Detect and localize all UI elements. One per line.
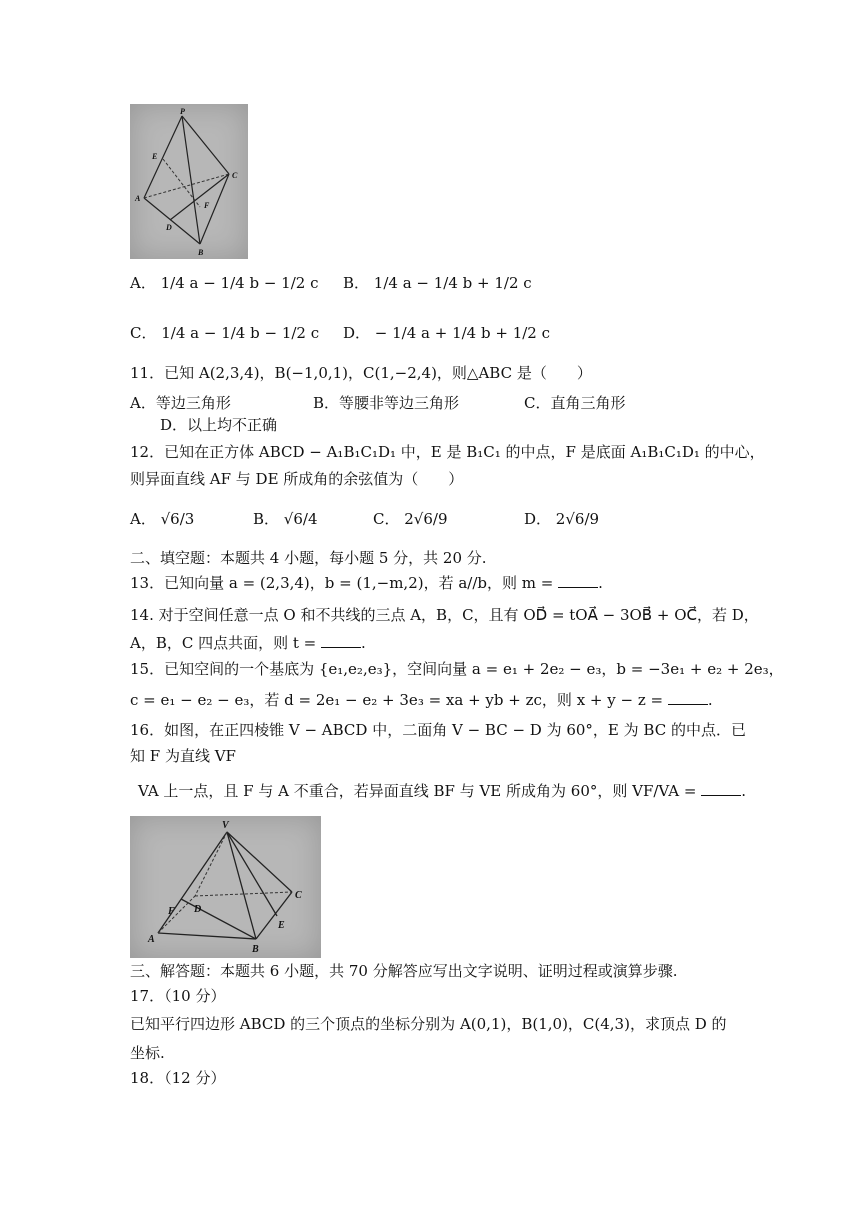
q10-option-a[interactable]: A． 1/4 a − 1/4 b − 1/2 c: [130, 274, 319, 292]
q11-option-d[interactable]: D．以上均不正确: [160, 416, 278, 434]
vertex-label-a2: A: [148, 934, 155, 945]
q16-answer-blank[interactable]: [701, 781, 741, 796]
q17-line-2: 坐标.: [130, 1044, 165, 1062]
vertex-label-e2: E: [278, 920, 285, 931]
vertex-label-b2: B: [252, 944, 259, 955]
vertex-label-d2: D: [194, 904, 202, 915]
q14-line-1: 14. 对于空间任意一点 O 和不共线的三点 A，B，C，且有 OD⃗ = tOA⃗ − 3OB⃗ + OC⃗，若 D，: [130, 606, 759, 624]
q12-option-b[interactable]: B． √6/4: [253, 510, 318, 528]
vertex-label-c: C: [232, 171, 238, 180]
q12-option-a[interactable]: A． √6/3: [130, 510, 195, 528]
vertex-label-f2: F: [168, 906, 175, 917]
q12-stem-line-1: 12．已知在正方体 ABCD − A₁B₁C₁D₁ 中，E 是 B₁C₁ 的中点，F 是底面 A₁B₁C₁D₁ 的中心，: [130, 443, 765, 461]
q12-option-d[interactable]: D． 2√6/9: [524, 510, 600, 528]
q11-option-c[interactable]: C．直角三角形: [524, 394, 626, 412]
q10-option-d[interactable]: D． − 1/4 a + 1/4 b + 1/2 c: [343, 324, 551, 342]
section-2-heading: 二、填空题：本题共 4 小题，每小题 5 分，共 20 分.: [130, 549, 487, 567]
q12-stem-line-2: 则异面直线 AF 与 DE 所成角的余弦值为（ ）: [130, 470, 464, 488]
q18-score: 18．（12 分）: [130, 1069, 226, 1087]
q11-stem: 11．已知 A(2,3,4)，B(−1,0,1)，C(1,−2,4)，则△ABC 是（ ）: [130, 364, 592, 382]
q14-answer-blank[interactable]: [321, 633, 361, 648]
q17-line-1: 已知平行四边形 ABCD 的三个顶点的坐标分别为 A(0,1)，B(1,0)，C(4,3)，求顶点 D 的: [130, 1015, 727, 1033]
tetrahedron-diagram: [130, 104, 248, 259]
vertex-label-p: P: [180, 107, 185, 116]
q11-option-a[interactable]: A．等边三角形: [130, 394, 231, 412]
q16-line-1: 16．如图，在正四棱锥 V − ABCD 中，二面角 V − BC − D 为 60°，E 为 BC 的中点．已: [130, 721, 746, 739]
q14-line-2: A，B，C 四点共面，则 t = .: [130, 634, 366, 652]
vertex-label-f: F: [204, 201, 210, 210]
q17-score: 17．（10 分）: [130, 987, 226, 1005]
q15-answer-blank[interactable]: [668, 690, 708, 705]
section-3-heading: 三、解答题：本题共 6 小题，共 70 分解答应写出文字说明、证明过程或演算步骤.: [130, 962, 678, 980]
vertex-label-b: B: [198, 248, 204, 257]
q16-line-2: 知 F 为直线 VF: [130, 747, 236, 765]
pyramid-figure: [130, 816, 321, 958]
q15-line-1: 15．已知空间的一个基底为 {e₁,e₂,e₃}，空间向量 a = e₁ + 2e₂ − e₃，b = −3e₁ + e₂ + 2e₃，: [130, 660, 784, 678]
vertex-label-e: E: [152, 152, 158, 161]
q11-option-b[interactable]: B．等腰非等边三角形: [313, 394, 460, 412]
q16-line-3: VA 上一点，且 F 与 A 不重合，若异面直线 BF 与 VE 所成角为 60°，则 VF/VA = .: [138, 782, 746, 800]
q10-option-b[interactable]: B． 1/4 a − 1/4 b + 1/2 c: [343, 274, 532, 292]
vertex-label-c2: C: [295, 890, 302, 901]
vertex-label-v: V: [222, 820, 229, 831]
q13-answer-blank[interactable]: [558, 573, 598, 588]
vertex-label-d: D: [166, 223, 172, 232]
q12-option-c[interactable]: C． 2√6/9: [373, 510, 448, 528]
q10-option-c[interactable]: C． 1/4 a − 1/4 b − 1/2 c: [130, 324, 320, 342]
q13-stem: 13．已知向量 a = (2,3,4)，b = (1,−m,2)，若 a//b，则 m = .: [130, 574, 603, 592]
vertex-label-a: A: [135, 194, 141, 203]
q15-line-2: c = e₁ − e₂ − e₃，若 d = 2e₁ − e₂ + 3e₃ = xa + yb + zc，则 x + y − z = .: [130, 691, 713, 709]
pyramid-diagram: [130, 816, 321, 958]
tetrahedron-figure: [130, 104, 248, 259]
